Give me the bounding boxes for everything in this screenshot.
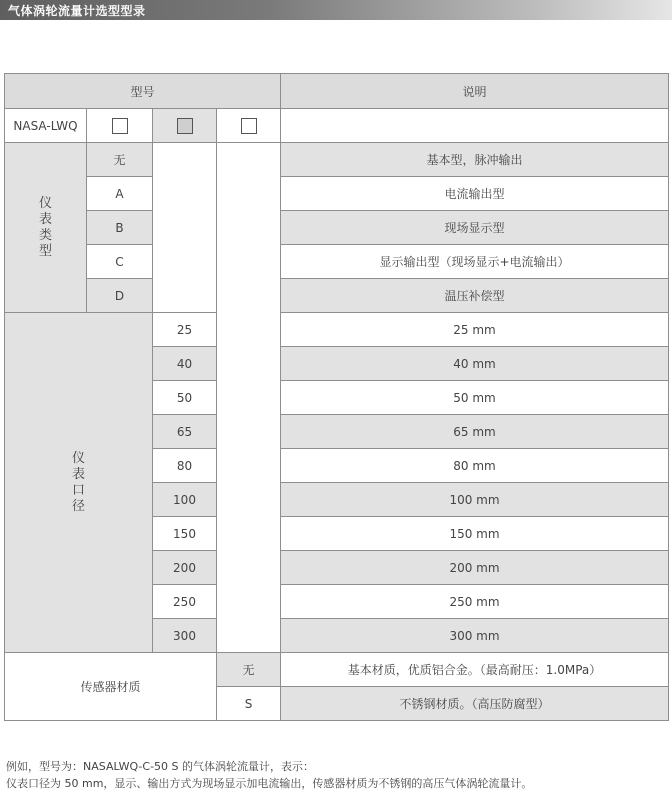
sensor-material-code: S <box>217 687 281 721</box>
meter-size-code: 50 <box>153 381 217 415</box>
meter-type-label: 仪表类型 <box>38 195 52 259</box>
sensor-material-desc: 不锈钢材质。（高压防腐型） <box>281 687 669 721</box>
meter-type-desc: 现场显示型 <box>281 211 669 245</box>
model-selection-table <box>4 73 669 721</box>
meter-type-code: D <box>87 279 153 313</box>
meter-type-desc: 温压补偿型 <box>281 279 669 313</box>
meter-type-desc: 显示输出型（现场显示+电流输出） <box>281 245 669 279</box>
meter-size-code: 80 <box>153 449 217 483</box>
meter-size-desc: 65 mm <box>281 415 669 449</box>
meter-type-code: C <box>87 245 153 279</box>
meter-size-desc: 150 mm <box>281 517 669 551</box>
meter-size-desc: 25 mm <box>281 313 669 347</box>
meter-size-code: 200 <box>153 551 217 585</box>
meter-size-code: 100 <box>153 483 217 517</box>
example-note-line2: 仪表口径为 50 mm，显示、输出方式为现场显示加电流输出，传感器材质为不锈钢的高压气体涡轮流量计。 <box>6 777 533 790</box>
sensor-material-checkbox[interactable] <box>241 118 257 134</box>
model-column-header: 型号 <box>5 74 281 109</box>
meter-type-checkbox[interactable] <box>112 118 128 134</box>
meter-size-code: 150 <box>153 517 217 551</box>
section-title: 气体涡轮流量计选型型录 <box>8 4 146 18</box>
meter-size-code: 25 <box>153 313 217 347</box>
sensor-material-label: 传感器材质 <box>5 653 217 721</box>
sensor-material-desc: 基本材质，优质铝合金。（最高耐压：1.0MPa） <box>281 653 669 687</box>
meter-size-desc: 80 mm <box>281 449 669 483</box>
meter-size-desc: 200 mm <box>281 551 669 585</box>
meter-size-code: 65 <box>153 415 217 449</box>
meter-size-desc: 250 mm <box>281 585 669 619</box>
model-prefix: NASA-LWQ <box>5 109 87 143</box>
meter-type-code: A <box>87 177 153 211</box>
meter-size-desc: 300 mm <box>281 619 669 653</box>
meter-type-desc: 基本型，脉冲输出 <box>281 143 669 177</box>
meter-size-code: 40 <box>153 347 217 381</box>
meter-size-desc: 100 mm <box>281 483 669 517</box>
example-note-line1: 例如，型号为：NASALWQ-C-50 S 的气体涡轮流量计，表示： <box>6 760 315 773</box>
meter-type-desc: 电流输出型 <box>281 177 669 211</box>
prefix-description <box>281 109 669 143</box>
meter-size-desc: 40 mm <box>281 347 669 381</box>
sensor-material-code: 无 <box>217 653 281 687</box>
meter-size-desc: 50 mm <box>281 381 669 415</box>
meter-size-checkbox[interactable] <box>177 118 193 134</box>
meter-type-code: B <box>87 211 153 245</box>
section-header-bar <box>0 0 672 20</box>
meter-size-code: 250 <box>153 585 217 619</box>
meter-size-code: 300 <box>153 619 217 653</box>
description-column-header: 说明 <box>281 74 669 109</box>
meter-size-label: 仪表口径 <box>71 450 85 514</box>
meter-type-code: 无 <box>87 143 153 177</box>
